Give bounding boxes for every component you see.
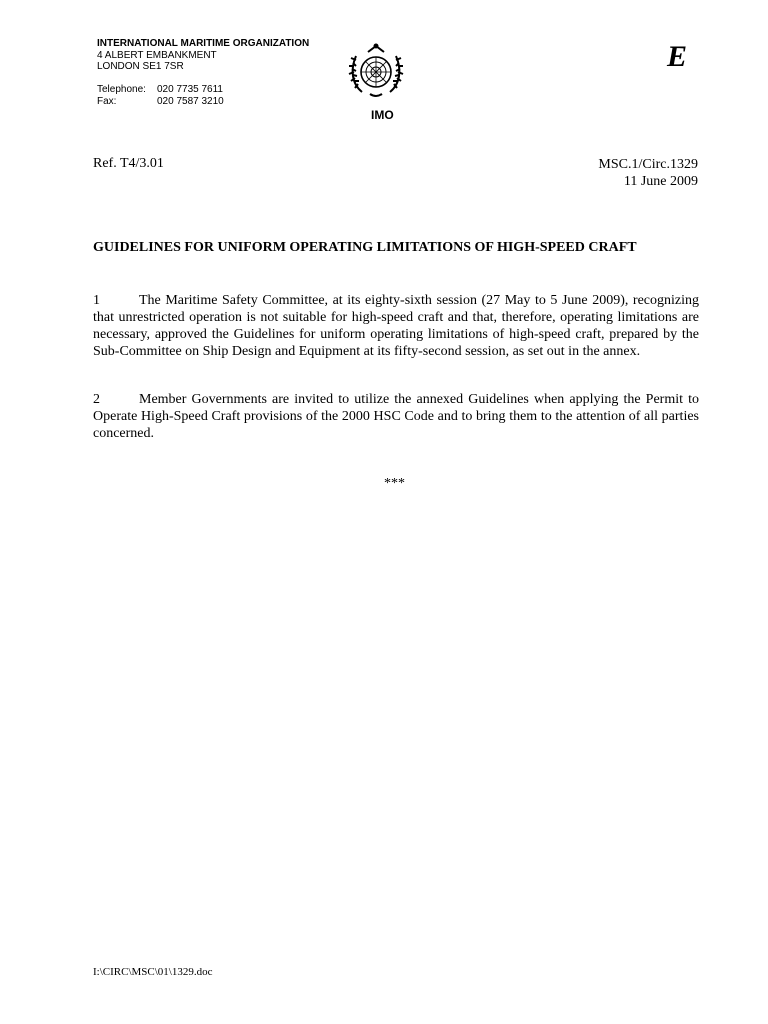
section-separator: *** [384, 476, 405, 491]
un-emblem-icon [348, 40, 404, 100]
letterhead-contacts [97, 84, 224, 107]
address-line-2: LONDON SE1 7SR [97, 61, 184, 72]
telephone-row [97, 84, 224, 96]
paragraph-text: Member Governments are invited to utilize the annexed Guidelines when applying the Permit to Operate High-Speed Craft provisions of the 2000 HSC Code and to bring them to the attention of all parties concerned. [93, 392, 699, 441]
org-name: INTERNATIONAL MARITIME ORGANIZATION [97, 38, 310, 49]
document-date: 11 June 2009 [623, 174, 698, 189]
telephone-value: 020 7735 7611 [157, 84, 223, 95]
fax-label: Fax: [97, 95, 117, 107]
paragraph-number: 1 [93, 293, 100, 308]
footer-file-path: I:\CIRC\MSC\01\1329.doc [93, 966, 213, 978]
telephone-label: Telephone: [97, 84, 146, 95]
paragraph-1 [93, 292, 699, 360]
paragraph-2 [93, 391, 699, 442]
paragraph-text: The Maritime Safety Committee, at its eighty-sixth session (27 May to 5 June 2009), recognizing that unrestricted operation is not suitable for high-speed craft and that, therefore, operating limitations are necessary, approved the Guidelines for uniform operating limitations of high-speed craft, prepared by the Sub-Committee on Ship Design and Equipment at its fifty-second session, as set out in the annex. [93, 293, 699, 359]
paragraph-number: 2 [93, 392, 100, 407]
document-number-block [598, 156, 698, 190]
address-line-1: 4 ALBERT EMBANKMENT [97, 49, 217, 61]
document-number: MSC.1/Circ.1329 [598, 157, 698, 172]
language-code: E [667, 40, 688, 73]
fax-value: 020 7587 3210 [157, 95, 224, 107]
document-title: GUIDELINES FOR UNIFORM OPERATING LIMITATIONS OF HIGH-SPEED CRAFT [93, 240, 637, 255]
reference-number: Ref. T4/3.01 [93, 156, 164, 171]
fax-row [97, 96, 224, 108]
letterhead-address [97, 38, 309, 73]
imo-label: IMO [371, 108, 394, 122]
